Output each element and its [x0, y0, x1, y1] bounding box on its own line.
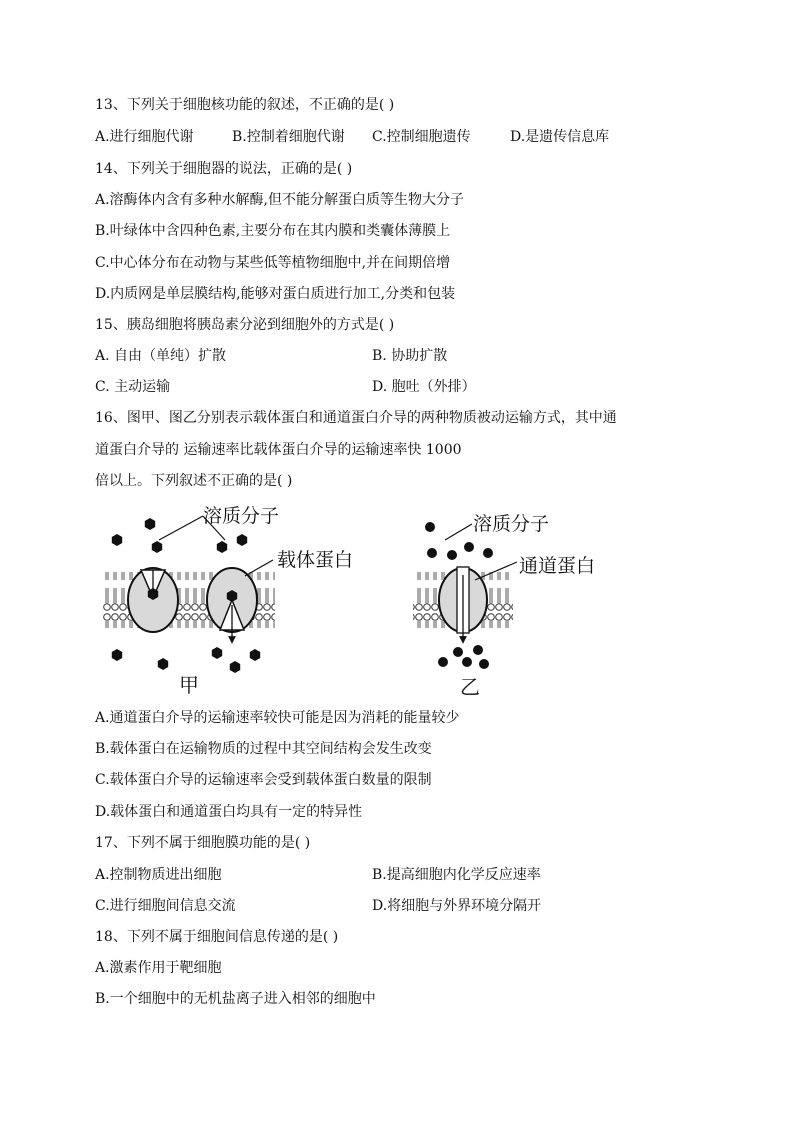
q13-option-d: D.是遗传信息库	[510, 129, 610, 145]
q18-option-b: B.一个细胞中的无机盐离子进入相邻的细胞中	[95, 991, 376, 1007]
channel-protein-label: 通道蛋白	[519, 555, 596, 577]
q16-stem-line2: 道蛋白介导的 运输速率比载体蛋白介导的运输速率快 1000	[95, 442, 462, 458]
q13-option-b: B.控制着细胞代谢	[232, 129, 345, 145]
solute-molecule	[479, 659, 489, 669]
solute-molecule	[438, 657, 448, 667]
carrier-protein-1	[128, 568, 178, 632]
left-solute-label: 溶质分子	[203, 505, 280, 527]
q17-option-a: A.控制物质进出细胞	[95, 867, 222, 883]
q15-stem: 15、胰岛细胞将胰岛素分泌到细胞外的方式是( )	[95, 317, 395, 333]
q14-option-a: A.溶酶体内含有多种水解酶,但不能分解蛋白质等生物大分子	[95, 192, 465, 208]
q13-option-c: C.控制细胞遗传	[372, 129, 471, 145]
q16-option-b: B.载体蛋白在运输物质的过程中其空间结构会发生改变	[95, 741, 432, 757]
carrier-protein-label: 载体蛋白	[277, 549, 354, 571]
solute-molecule	[112, 534, 122, 546]
q18-option-a: A.激素作用于靶细胞	[95, 960, 222, 976]
q15-option-b: B. 协助扩散	[372, 348, 448, 364]
solute-molecule	[158, 658, 168, 670]
q14-option-b: B.叶绿体中含四种色素,主要分布在其内膜和类囊体薄膜上	[95, 223, 451, 239]
q17-stem: 17、下列不属于细胞膜功能的是( )	[95, 835, 311, 851]
solute-molecule	[217, 541, 227, 553]
left-caption: 甲	[179, 673, 199, 697]
solute-molecule	[427, 548, 437, 558]
q17-option-c: C.进行细胞间信息交流	[95, 898, 236, 914]
solute-molecule	[237, 534, 247, 546]
q14-option-d: D.内质网是单层膜结构,能够对蛋白质进行加工,分类和包装	[95, 286, 456, 302]
solute-molecule	[453, 647, 463, 657]
q16-option-a: A.通道蛋白介导的运输速率较快可能是因为消耗的能量较少	[95, 710, 460, 726]
solute-molecule	[473, 645, 483, 655]
q16-stem-line1: 16、图甲、图乙分别表示载体蛋白和通道蛋白介导的两种物质被动运输方式，其中通	[95, 410, 617, 426]
solute-molecule	[425, 522, 435, 532]
solute-molecule	[250, 649, 260, 661]
q17-option-d: D.将细胞与外界环境分隔开	[372, 898, 542, 914]
q14-stem: 14、下列关于细胞器的说法，正确的是( )	[95, 161, 353, 177]
q13-option-a: A.进行细胞代谢	[95, 129, 194, 145]
right-solute-label: 溶质分子	[473, 513, 550, 535]
q15-option-d: D. 胞吐（外排）	[372, 379, 476, 395]
q16-option-d: D.载体蛋白和通道蛋白均具有一定的特异性	[95, 804, 363, 820]
q16-option-c: C.载体蛋白介导的运输速率会受到载体蛋白数量的限制	[95, 772, 432, 788]
q15-option-a: A. 自由（单纯）扩散	[95, 348, 227, 364]
q16-stem-line3: 倍以上。下列叙述不正确的是( )	[95, 473, 293, 489]
solute-molecule	[152, 541, 162, 553]
solute-molecule	[462, 657, 472, 667]
solute-molecule	[464, 542, 474, 552]
solute-molecule	[230, 661, 240, 673]
q16-figure	[95, 500, 625, 700]
carrier-protein-2	[207, 568, 257, 640]
q15-option-c: C. 主动运输	[95, 379, 171, 395]
solute-molecule	[483, 548, 493, 558]
q13-stem: 13、下列关于细胞核功能的叙述，不正确的是( )	[95, 97, 395, 113]
solute-molecule	[145, 518, 155, 530]
channel-diagram	[413, 513, 595, 699]
carrier-diagram	[103, 505, 353, 697]
q17-option-b: B.提高细胞内化学反应速率	[372, 867, 541, 883]
solute-molecule	[112, 649, 122, 661]
solute-molecule	[212, 647, 222, 659]
solute-molecule	[447, 550, 457, 560]
right-caption: 乙	[460, 675, 480, 699]
q18-stem: 18、下列不属于细胞间信息传递的是( )	[95, 929, 339, 945]
q14-option-c: C.中心体分布在动物与某些低等植物细胞中,并在间期倍增	[95, 255, 451, 271]
